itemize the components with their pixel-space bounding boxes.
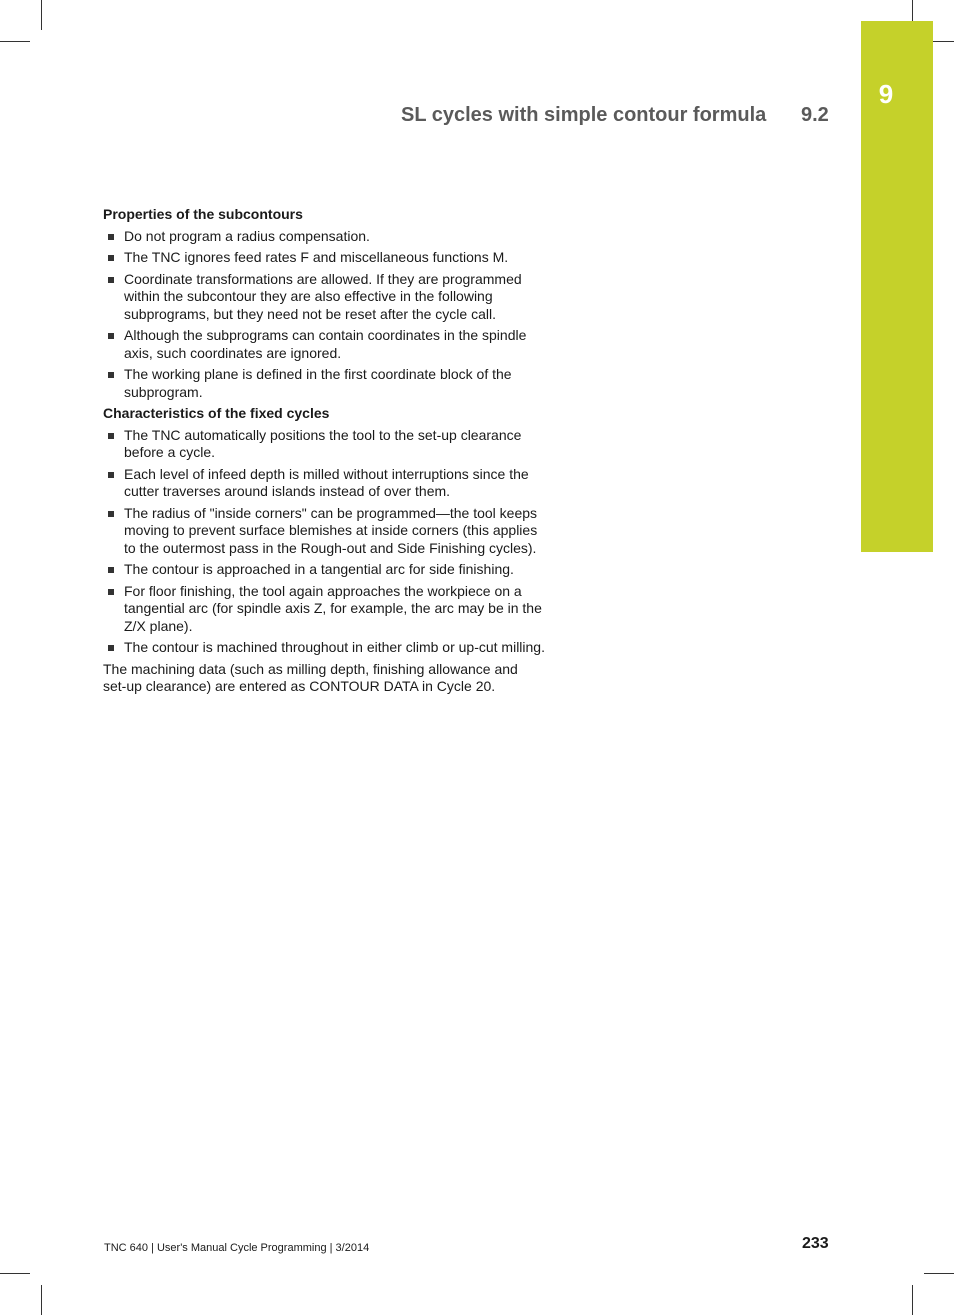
- subcontours-list: [103, 228, 545, 402]
- crop-mark: [41, 0, 42, 30]
- fixed-cycles-list: [103, 427, 545, 657]
- list-item-text: The working plane is defined in the first coordinate block of the subprogram.: [124, 366, 512, 400]
- crop-mark: [0, 41, 30, 42]
- bullet-icon: [108, 234, 114, 240]
- list-item-text: Coordinate transformations are allowed. If they are programmed within the subcontour they are also effective in the following subprograms, but they need not be reset after the cycle call.: [124, 270, 522, 322]
- list-item: [103, 427, 545, 462]
- list-item: [103, 366, 545, 401]
- list-item-text: For floor finishing, the tool again approaches the workpiece on a tangential arc (for spindle axis Z, for example, the arc may be in the Z/X plane).: [124, 582, 542, 634]
- list-item-text: Each level of infeed depth is milled without interruptions since the cutter traverses around islands instead of over them.: [124, 465, 529, 499]
- bullet-icon: [108, 255, 114, 261]
- closing-paragraph: The machining data (such as milling depth, finishing allowance and set-up clearance) are entered as CONTOUR DATA in Cycle 20.: [103, 660, 518, 694]
- list-item-text: The TNC ignores feed rates F and miscellaneous functions M.: [124, 249, 509, 265]
- list-item-text: Do not program a radius compensation.: [124, 227, 370, 244]
- fixed-cycles-heading: Characteristics of the fixed cycles: [103, 405, 330, 421]
- bullet-icon: [108, 589, 114, 595]
- chapter-number: 9: [878, 79, 894, 109]
- list-item: [103, 561, 545, 579]
- bullet-icon: [108, 645, 114, 651]
- page-number: 233: [802, 1235, 829, 1252]
- list-item-text: The TNC automatically positions the tool to the set-up clearance before a cycle.: [124, 426, 522, 460]
- list-item-text: Although the subprograms can contain coordinates in the spindle axis, such coordinates are ignored.: [124, 327, 527, 361]
- bullet-icon: [108, 277, 114, 283]
- crop-mark: [912, 1285, 913, 1315]
- list-item-text: The contour is approached in a tangential arc for side finishing.: [124, 561, 514, 577]
- section-number: 9.2: [801, 104, 829, 126]
- bullet-icon: [108, 511, 114, 517]
- list-item: [103, 327, 545, 362]
- footer-text: TNC 640 | User's Manual Cycle Programming | 3/2014: [104, 1242, 370, 1254]
- bullet-icon: [108, 472, 114, 478]
- list-item: [103, 249, 545, 267]
- bullet-icon: [108, 333, 114, 339]
- list-item: [103, 271, 545, 324]
- subcontours-heading: Properties of the subcontours: [103, 206, 303, 222]
- list-item: [103, 466, 545, 501]
- main-content: [103, 206, 545, 696]
- list-item-text: The radius of "inside corners" can be programmed—the tool keeps moving to prevent surface blemishes at inside corners (this applies to the outermost pass in the Rough-out and Side Finishing cycles).: [124, 504, 538, 556]
- bullet-icon: [108, 372, 114, 378]
- list-item-text: The contour is machined throughout in either climb or up-cut milling.: [124, 639, 545, 655]
- bullet-icon: [108, 433, 114, 439]
- crop-mark: [924, 1273, 954, 1274]
- crop-mark: [41, 1285, 42, 1315]
- bullet-icon: [108, 567, 114, 573]
- list-item: [103, 639, 545, 657]
- chapter-tab: [861, 21, 933, 552]
- page-title: SL cycles with simple contour formula: [401, 104, 767, 126]
- list-item: [103, 583, 545, 636]
- crop-mark: [0, 1273, 30, 1274]
- list-item: [103, 228, 545, 246]
- list-item: [103, 505, 545, 558]
